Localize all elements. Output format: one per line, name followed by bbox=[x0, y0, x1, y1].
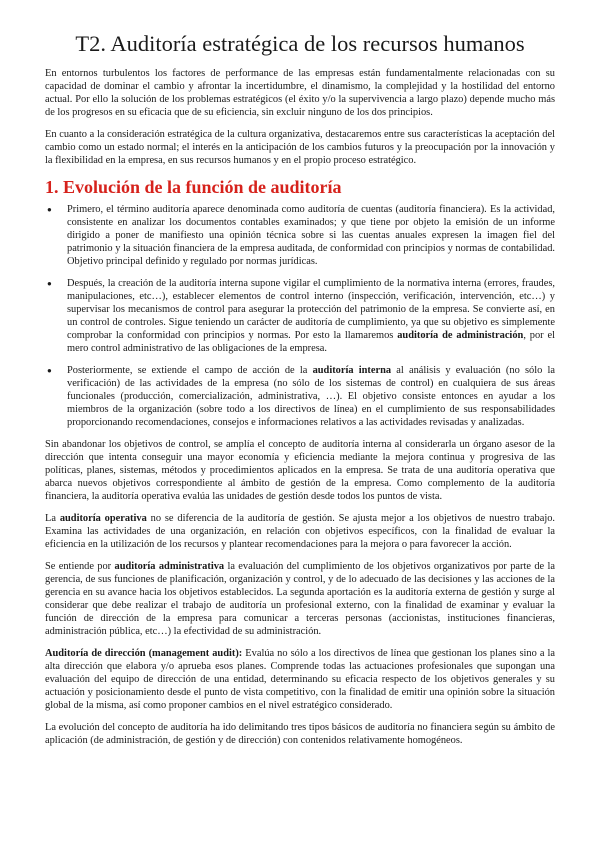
bullet-list bbox=[45, 203, 555, 429]
section-heading: 1. Evolución de la función de auditoría bbox=[45, 177, 342, 197]
body-paragraph bbox=[45, 721, 555, 747]
body-paragraph bbox=[45, 512, 555, 551]
bullet-item bbox=[67, 277, 555, 355]
intro-paragraph: En cuanto a la consideración estratégica de la cultura organizativa, destacaremos entre sus características la aceptación del cambio como un estado normal; el interés en la anticipación de los cambios futuros y la preocupación por la innovación y la flexibilidad en la empresa, en sus recursos humanos y en el propio proceso estratégico. bbox=[45, 129, 555, 166]
bullet-text: Después, la creación de la auditoría interna supone vigilar el cumplimiento de la normativa interna (errores, fraudes, manipulaciones, etc…), establecer elementos de control interno (inspección, verificación, intervención, etc…) y supervisar los mecanismos de control para asegurar la protección del patrimonio de la empresa. Se convierte así, en un control de controles. Sigue teniendo un carácter de auditoría de cumplimiento, ya que su objetivo es simplemente comprobar la conformidad con principios y normas. Por esto la llamaremos bbox=[67, 277, 555, 341]
body-paragraph bbox=[45, 438, 555, 503]
paragraph-text: Evalúa no sólo a los directivos de línea que gestionan los planes sino a la alta dirección que elabora y/o aprueba esos planes. Comprende todas las actuaciones profesionales que supongan una evaluación del equipo de dirección de una entidad, determinando su eficacia respecto de los objetivos generales y su actuación y posicionamiento desde el punto de vista competitivo, con la finalidad de emitir una opinión sobre la situación global de la misma, así como proponer cambios en el nivel estratégico considerado. bbox=[45, 647, 556, 711]
bullet-text: Posteriormente, se extiende el campo de acción de la bbox=[67, 364, 313, 376]
bold-term: auditoría administrativa bbox=[114, 560, 225, 572]
body-paragraph bbox=[45, 647, 555, 712]
paragraph-text: La bbox=[45, 512, 60, 524]
body-paragraph bbox=[45, 560, 555, 638]
page-title: T2. Auditoría estratégica de los recursos humanos bbox=[75, 31, 525, 56]
bullet-text: al análisis y evaluación (no sólo la verificación) de las actividades de la empresa (no sólo de los sistemas de control) en cualquiera de sus áreas funcionales (producción, comercialización, administrativa, …). El objetivo consiste entonces en ayudar a los miembros de la organización (sobre todo a los directivos de línea) en el cumplimiento de sus responsabilidades proporcionando recomendaciones, consejos e informaciones relativos a las actividades revisadas y analizadas. bbox=[67, 364, 555, 428]
paragraph-text: no se diferencia de la auditoría de gestión. Se ajusta mejor a los objetivos de nuestro trabajo. Examina las actividades de una organización, en relación con objetivos específicos, con la finalidad de evaluar la eficiencia en la utilización de los recursos y plantear recomendaciones para la mejora o para favorecer la acción. bbox=[45, 512, 556, 550]
bullet-item bbox=[67, 203, 555, 268]
bold-term: auditoría interna bbox=[312, 364, 392, 376]
bold-term: Auditoría de dirección (management audit): bbox=[45, 647, 243, 659]
intro-paragraph: En entornos turbulentos los factores de performance de las empresas están fundamentalmente relacionadas con su capacidad de dominar el cambio y afrontar la incertidumbre, el dinamismo, la complejidad y la hostilidad del entorno actual. Por ello la solución de los problemas estratégicos (el éxito y/o la supervivencia a largo plazo) depende mucho más de los progresos en su eficacia que de su eficiencia, sin excluir ninguno de los dos principios. bbox=[45, 68, 555, 118]
paragraph-text: La evolución del concepto de auditoría ha ido delimitando tres tipos básicos de auditoría no financiera según su ámbito de aplicación (de administración, de gestión y de dirección) con contenidos relativamente homogéneos. bbox=[45, 721, 555, 746]
bullet-text: , por el mero control administrativo de las obligaciones de la empresa. bbox=[67, 329, 555, 354]
paragraph-text: Sin abandonar los objetivos de control, se amplía el concepto de auditoría interna al considerarla un órgano asesor de la dirección que intenta conseguir una mayor economía y eficiencia mediante la mejora continua y progresiva de las políticas, planes, sistemas, métodos y procedimientos aplicados en la empresa. Se trata de una auditoría operativa que abarca nuevos objetivos correspondiente al ámbito de gestión de la empresa. Como complemento de la auditoría financiera, la auditoría operativa evalúa las unidades de gestión desde todos los puntos de vista. bbox=[45, 438, 555, 502]
bullet-text: Primero, el término auditoría aparece denominada como auditoría de cuentas (auditoría financiera). Es la actividad, consistente en analizar los documentos contables examinados; y que tiene por objeto la emisión de un informe dirigido a poner de manifiesto una opinión técnica sobre si las cuentas anuales expresen la imagen fiel del patrimonio y la situación financiera de la empresa auditada, de conformidad con principios y normas de contabilidad. Objetivo principal definido y regulado por normas jurídicas. bbox=[67, 203, 555, 267]
bold-term: auditoría operativa bbox=[59, 512, 147, 524]
paragraph-text: la evaluación del cumplimiento de los objetivos organizativos por parte de la gerencia, de sus funciones de planificación, organización y control, y de lo adecuado de las decisiones y las acciones de la gerencia en su avance hacia los objetivos establecidos. La segunda aportación es la auditoría externa de gestión y surge al considerar que debe realizar el trabajo de auditoría un profesional externo, con la finalidad de examinar y evaluar la función de dirección de la empresa para comunicar a terceras personas (accionistas, instituciones financieras, administración pública, etc…) la efectividad de su administración. bbox=[45, 560, 556, 637]
bullet-item bbox=[67, 364, 555, 429]
paragraph-text: Se entiende por bbox=[45, 560, 115, 572]
bold-term: auditoría de administración bbox=[397, 329, 524, 341]
